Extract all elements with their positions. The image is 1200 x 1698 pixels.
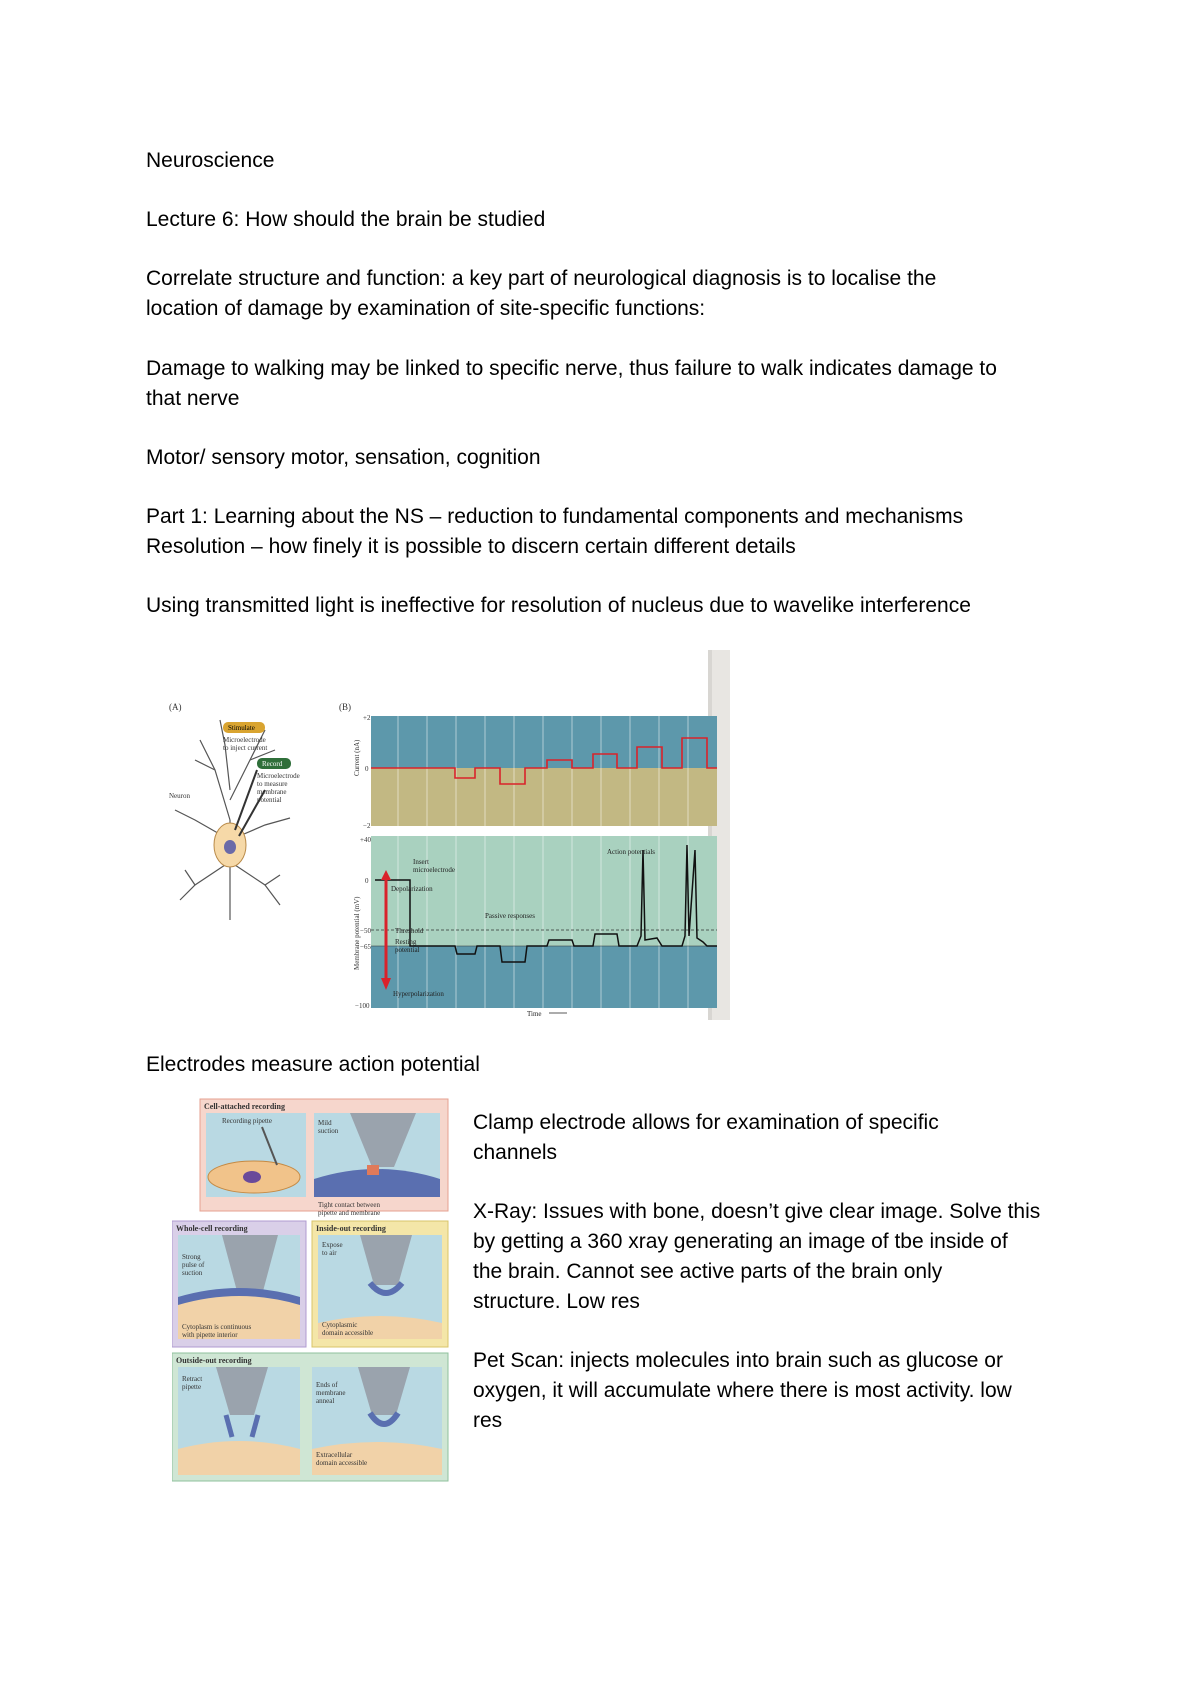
side-note-line: the brain. Cannot see active parts of the brain only: [473, 1260, 943, 1283]
tight-contact-label: Tight contact between: [318, 1201, 380, 1209]
extracellular-label: domain accessible: [316, 1459, 368, 1467]
stimulate-desc: Microelectrode: [223, 736, 266, 744]
expose-label: Expose: [322, 1241, 343, 1249]
mp-tick: −100: [355, 1002, 370, 1010]
record-desc: to measure: [257, 780, 288, 788]
record-desc: membrane: [257, 788, 287, 796]
neuron-label: Neuron: [169, 792, 190, 800]
document-title: Neuroscience: [146, 149, 275, 172]
paragraph-line: that nerve: [146, 387, 240, 410]
annotation-insert: Insert: [413, 858, 429, 866]
ends-label: Ends of: [316, 1381, 338, 1389]
cytoplasm-label: Cytoplasm is continuous: [182, 1323, 252, 1331]
mp-tick: 0: [365, 877, 369, 885]
panel-b-label: (B): [339, 702, 351, 712]
nucleus: [224, 840, 236, 854]
annotation-hyperpolarization: Hyperpolarization: [393, 990, 444, 998]
paragraph-line: Part 1: Learning about the NS – reduction to fundamental components and mechanisms: [146, 505, 964, 528]
mp-tick: +40: [360, 836, 371, 844]
mp-axis-label: Membrane potential (mV): [353, 896, 361, 970]
mp-plot-lower: [371, 946, 717, 1008]
lecture-heading: Lecture 6: How should the brain be studied: [146, 208, 546, 231]
cytoplasmic-domain-label: Cytoplasmic: [322, 1321, 358, 1329]
figure-patch-clamp: [172, 1097, 450, 1484]
panel-a-label: (A): [169, 702, 182, 712]
retract-label: Retract: [182, 1375, 203, 1383]
stimulate-label: Stimulate: [228, 724, 255, 732]
annotation-microelectrode: microelectrode: [413, 866, 455, 874]
cell-attached-title: Cell-attached recording: [204, 1102, 285, 1111]
paragraph-line: location of damage by examination of site-specific functions:: [146, 297, 706, 320]
annotation-resting: potential: [395, 946, 420, 954]
mild-suction-label: Mild: [318, 1119, 332, 1127]
stimulate-desc: to inject current: [223, 744, 268, 752]
current-plot-negative: [371, 768, 717, 826]
extracellular-label: Extracellular: [316, 1451, 353, 1459]
side-note-line: by getting a 360 xray generating an image of tbe inside of: [473, 1230, 1008, 1253]
annotation-passive: Passive responses: [485, 912, 535, 920]
mild-suction-label: suction: [318, 1127, 339, 1135]
retract-label: pipette: [182, 1383, 202, 1391]
side-note-line: Clamp electrode allows for examination of specific: [473, 1111, 939, 1134]
annotation-action-potentials: Action potentials: [607, 848, 656, 856]
channel-shape: [367, 1165, 379, 1175]
paragraph-line: Motor/ sensory motor, sensation, cognition: [146, 446, 541, 469]
annotation-threshold: Threshold: [395, 927, 424, 935]
whole-cell-title: Whole-cell recording: [176, 1224, 248, 1233]
cell-surface: [178, 1441, 300, 1475]
mp-tick: −50: [360, 927, 371, 935]
paragraph-line: Correlate structure and function: a key part of neurological diagnosis is to localise the: [146, 267, 937, 290]
tight-contact-label: pipette and membrane: [318, 1209, 381, 1217]
strong-pulse-label: pulse of: [182, 1261, 205, 1269]
cytoplasm-label: with pipette interior: [182, 1331, 238, 1339]
side-note-line: X-Ray: Issues with bone, doesn’t give clear image. Solve this: [473, 1200, 1041, 1223]
current-axis-label: Current (nA): [353, 739, 361, 776]
ends-label: membrane: [316, 1389, 346, 1397]
cell-nucleus: [243, 1171, 261, 1183]
mp-tick: −65: [360, 943, 371, 951]
ends-label: anneal: [316, 1397, 335, 1405]
paragraph-line: Using transmitted light is ineffective for resolution of nucleus due to wavelike interference: [146, 594, 971, 617]
annotation-resting: Resting: [395, 938, 417, 946]
paragraph-line: Resolution – how finely it is possible to discern certain different details: [146, 535, 796, 558]
side-note-line: channels: [473, 1141, 558, 1164]
side-note-line: res: [473, 1409, 503, 1432]
annotation-depolarization: Depolarization: [391, 885, 433, 893]
side-note-line: oxygen, it will accumulate where there is most activity. low: [473, 1379, 1012, 1402]
strong-pulse-label: suction: [182, 1269, 203, 1277]
side-note-line: structure. Low res: [473, 1290, 640, 1313]
current-tick: −2: [363, 822, 371, 830]
paragraph-line: Electrodes measure action potential: [146, 1053, 480, 1076]
strong-pulse-label: Strong: [182, 1253, 201, 1261]
figure-neuron-recording: [165, 650, 730, 1020]
record-label: Record: [262, 760, 283, 768]
time-axis-label: Time: [527, 1010, 542, 1018]
paragraph-line: Damage to walking may be linked to specific nerve, thus failure to walk indicates damage to: [146, 357, 997, 380]
expose-label: to air: [322, 1249, 337, 1257]
current-tick: +2: [363, 714, 371, 722]
current-tick: 0: [365, 765, 369, 773]
recording-pipette-label: Recording pipette: [222, 1117, 272, 1125]
outside-out-title: Outside-out recording: [176, 1356, 252, 1365]
inside-out-title: Inside-out recording: [316, 1224, 386, 1233]
record-desc: Microelectrode: [257, 772, 300, 780]
record-desc: potential: [257, 796, 282, 804]
current-plot-positive: [371, 716, 717, 768]
cytoplasmic-domain-label: domain accessible: [322, 1329, 374, 1337]
side-note-line: Pet Scan: injects molecules into brain such as glucose or: [473, 1349, 1003, 1372]
